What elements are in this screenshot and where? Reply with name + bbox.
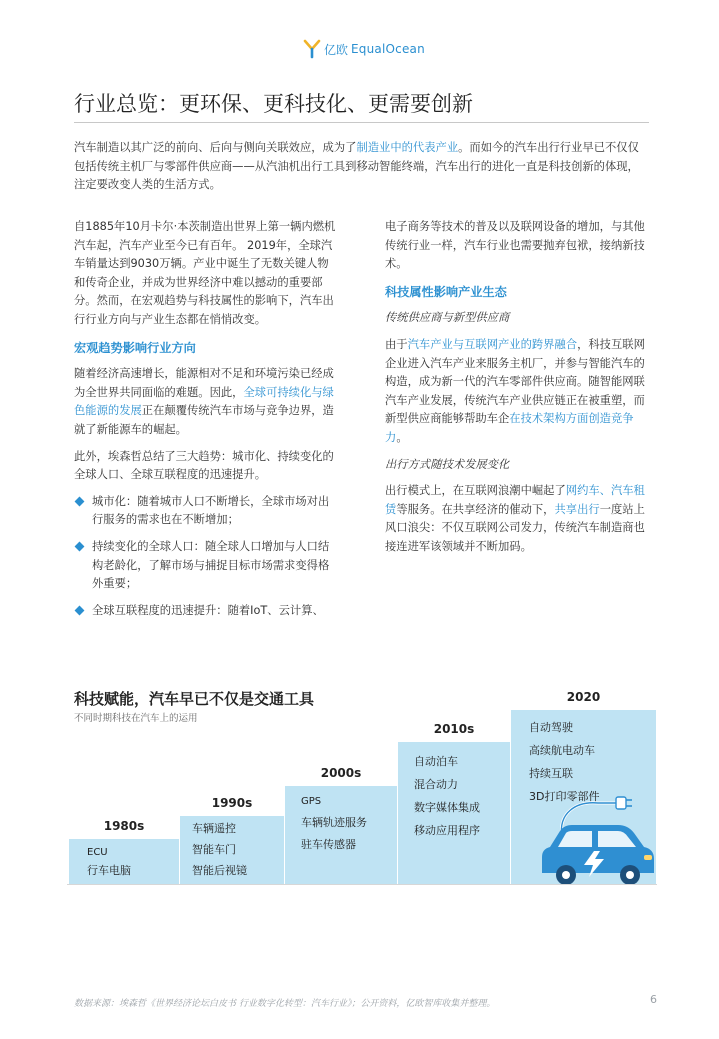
era-item: 智能车门 (192, 843, 236, 856)
era-year: 2020 (566, 690, 601, 704)
chart-title: 科技赋能，汽车早已不仅是交通工具 (74, 690, 315, 708)
right-column (385, 218, 649, 565)
era-box-1980s (69, 819, 179, 884)
era-item: 3D打印零部件 (529, 790, 600, 803)
diamond-bullet-icon (75, 496, 85, 506)
right-para-1: 电子商务等技术的普及以及联网设备的增加，与其他传统行业一样，汽车行业也需要抛弃包袱，接纳新技术。 (385, 220, 645, 271)
era-year: 1980s (103, 819, 145, 833)
subheading-suppliers: 传统供应商与新型供应商 (385, 311, 510, 325)
logo-cn-text: 亿欧 (324, 42, 349, 57)
era-item: 混合动力 (414, 778, 458, 791)
intro-highlight: 制造业中的代表产业 (356, 141, 459, 154)
subheading-mobility: 出行方式随技术发展变化 (385, 457, 510, 471)
trend-list (74, 493, 339, 621)
left-para-2-a: 随着经济高速增长，能源相对不足和环境污染已经成为全世界共同面临的难题。因此， (74, 367, 334, 399)
right-para-3-highlight-1: 网约车、汽车租赁 (385, 484, 645, 516)
right-para-2: 由于汽车产业与互联网产业的跨界融合，科技互联网企业进入汽车产业来服务主机厂，并参与智能汽车的构造，成为新一代的汽车零部件供应商。随智能网联汽车产业发展，传统汽车产业供应链正在被重塑，而新型供应商能够帮助车企在技术架构方面创造竞争力。 (385, 337, 645, 444)
era-box-2010s (398, 722, 510, 884)
list-item: 全球互联程度的迅速提升：随着IoT、云计算、 (74, 602, 339, 621)
era-item: 智能后视镜 (192, 864, 247, 877)
title-divider (74, 122, 649, 123)
era-item: GPS (301, 796, 322, 807)
intro-paragraph (74, 139, 650, 195)
page-number: 6 (650, 993, 657, 1006)
section-heading-tech: 科技属性影响产业生态 (385, 284, 507, 299)
era-item: ECU (87, 847, 108, 858)
left-column (74, 218, 339, 628)
left-para-2-highlight: 全球可持续化与绿色能源的发展 (74, 385, 334, 418)
era-box-1990s (180, 796, 284, 884)
era-item: 车辆遥控 (192, 822, 236, 835)
era-item: 持续互联 (529, 767, 573, 780)
left-para-2 (74, 365, 339, 439)
left-para-1: 自1885年10月卡尔·本茨制造出世界上第一辆内燃机汽车起，汽车产业至今已有百年。 2019年，全球汽车销量达到9030万辆。产业中诞生了无数关键人物和传奇企业，并成为世界经济中难以撼动的重要部分。然而，在宏观趋势与科技属性的影响下，汽车出行行业方向与产业生态都在悄悄改变。 (74, 220, 336, 326)
intro-text-b: 。而如今的汽车出行行业早已不仅仅包括传统主机厂与零部件供应商——从汽油机出行工具到移动智能终端，汽车出行的进化一直是科技创新的体现，注定要改变人类的生活方式。 (74, 141, 639, 192)
list-item: 城市化：随着城市人口不断增长，全球市场对出行服务的需求也在不断增加； (74, 493, 339, 530)
era-year: 1990s (211, 796, 253, 810)
left-para-3: 此外，埃森哲总结了三大趋势：城市化、持续变化的全球人口、全球互联程度的迅速提升。 (74, 449, 334, 482)
era-item: 自动驾驶 (529, 721, 573, 734)
chart-subtitle: 不同时期科技在汽车上的运用 (74, 713, 198, 724)
list-item: 持续变化的全球人口：随全球人口增加与人口结构老龄化，了解市场与捕捉目标市场需求变得格外重要； (74, 538, 339, 594)
electric-car-icon (536, 795, 660, 887)
era-box-2000s (285, 766, 397, 884)
era-item: 高续航电动车 (529, 744, 595, 757)
right-para-3: 出行模式上，在互联网浪潮中崛起了网约车、汽车租赁等服务。在共享经济的催动下，共享出行一度站上风口浪尖：不仅互联网公司发力，传统汽车制造商也接连进军该领域并不断加码。 (385, 484, 645, 553)
era-item: 行车电脑 (87, 864, 131, 877)
diamond-bullet-icon (75, 605, 85, 615)
right-para-2-highlight-1: 汽车产业与互联网产业的跨界融合 (407, 337, 578, 351)
right-para-2-highlight-2: 在技术架构方面创造竞争力 (385, 412, 634, 444)
diamond-bullet-icon (75, 541, 85, 551)
logo-en-text: EqualOcean (351, 42, 425, 56)
era-year: 2000s (320, 766, 362, 780)
brand-logo (303, 36, 425, 62)
intro-text-a: 汽车制造以其广泛的前向、后向与侧向关联效应，成为了 (74, 141, 357, 154)
era-item: 数字媒体集成 (414, 801, 480, 814)
data-source-note: 数据来源：埃森哲《世界经济论坛白皮书 行业数字化转型：汽车行业》；公开资料，亿欧智库收集并整理。 (74, 999, 496, 1009)
page-title: 行业总览：更环保、更科技化、更需要创新 (74, 92, 473, 116)
era-item: 驻车传感器 (301, 838, 356, 851)
era-year: 2010s (433, 722, 475, 736)
logo-y-icon (303, 39, 321, 59)
chart-baseline (67, 884, 657, 885)
section-heading-macro: 宏观趋势影响行业方向 (74, 340, 196, 355)
era-item: 自动泊车 (414, 755, 458, 768)
era-item: 移动应用程序 (414, 824, 480, 837)
right-para-3-highlight-2: 共享出行 (554, 502, 600, 516)
left-para-2-b: 正在颠覆传统汽车市场与竞争边界，造就了新能源车的崛起。 (74, 404, 334, 436)
era-item: 车辆轨迹服务 (301, 816, 367, 829)
